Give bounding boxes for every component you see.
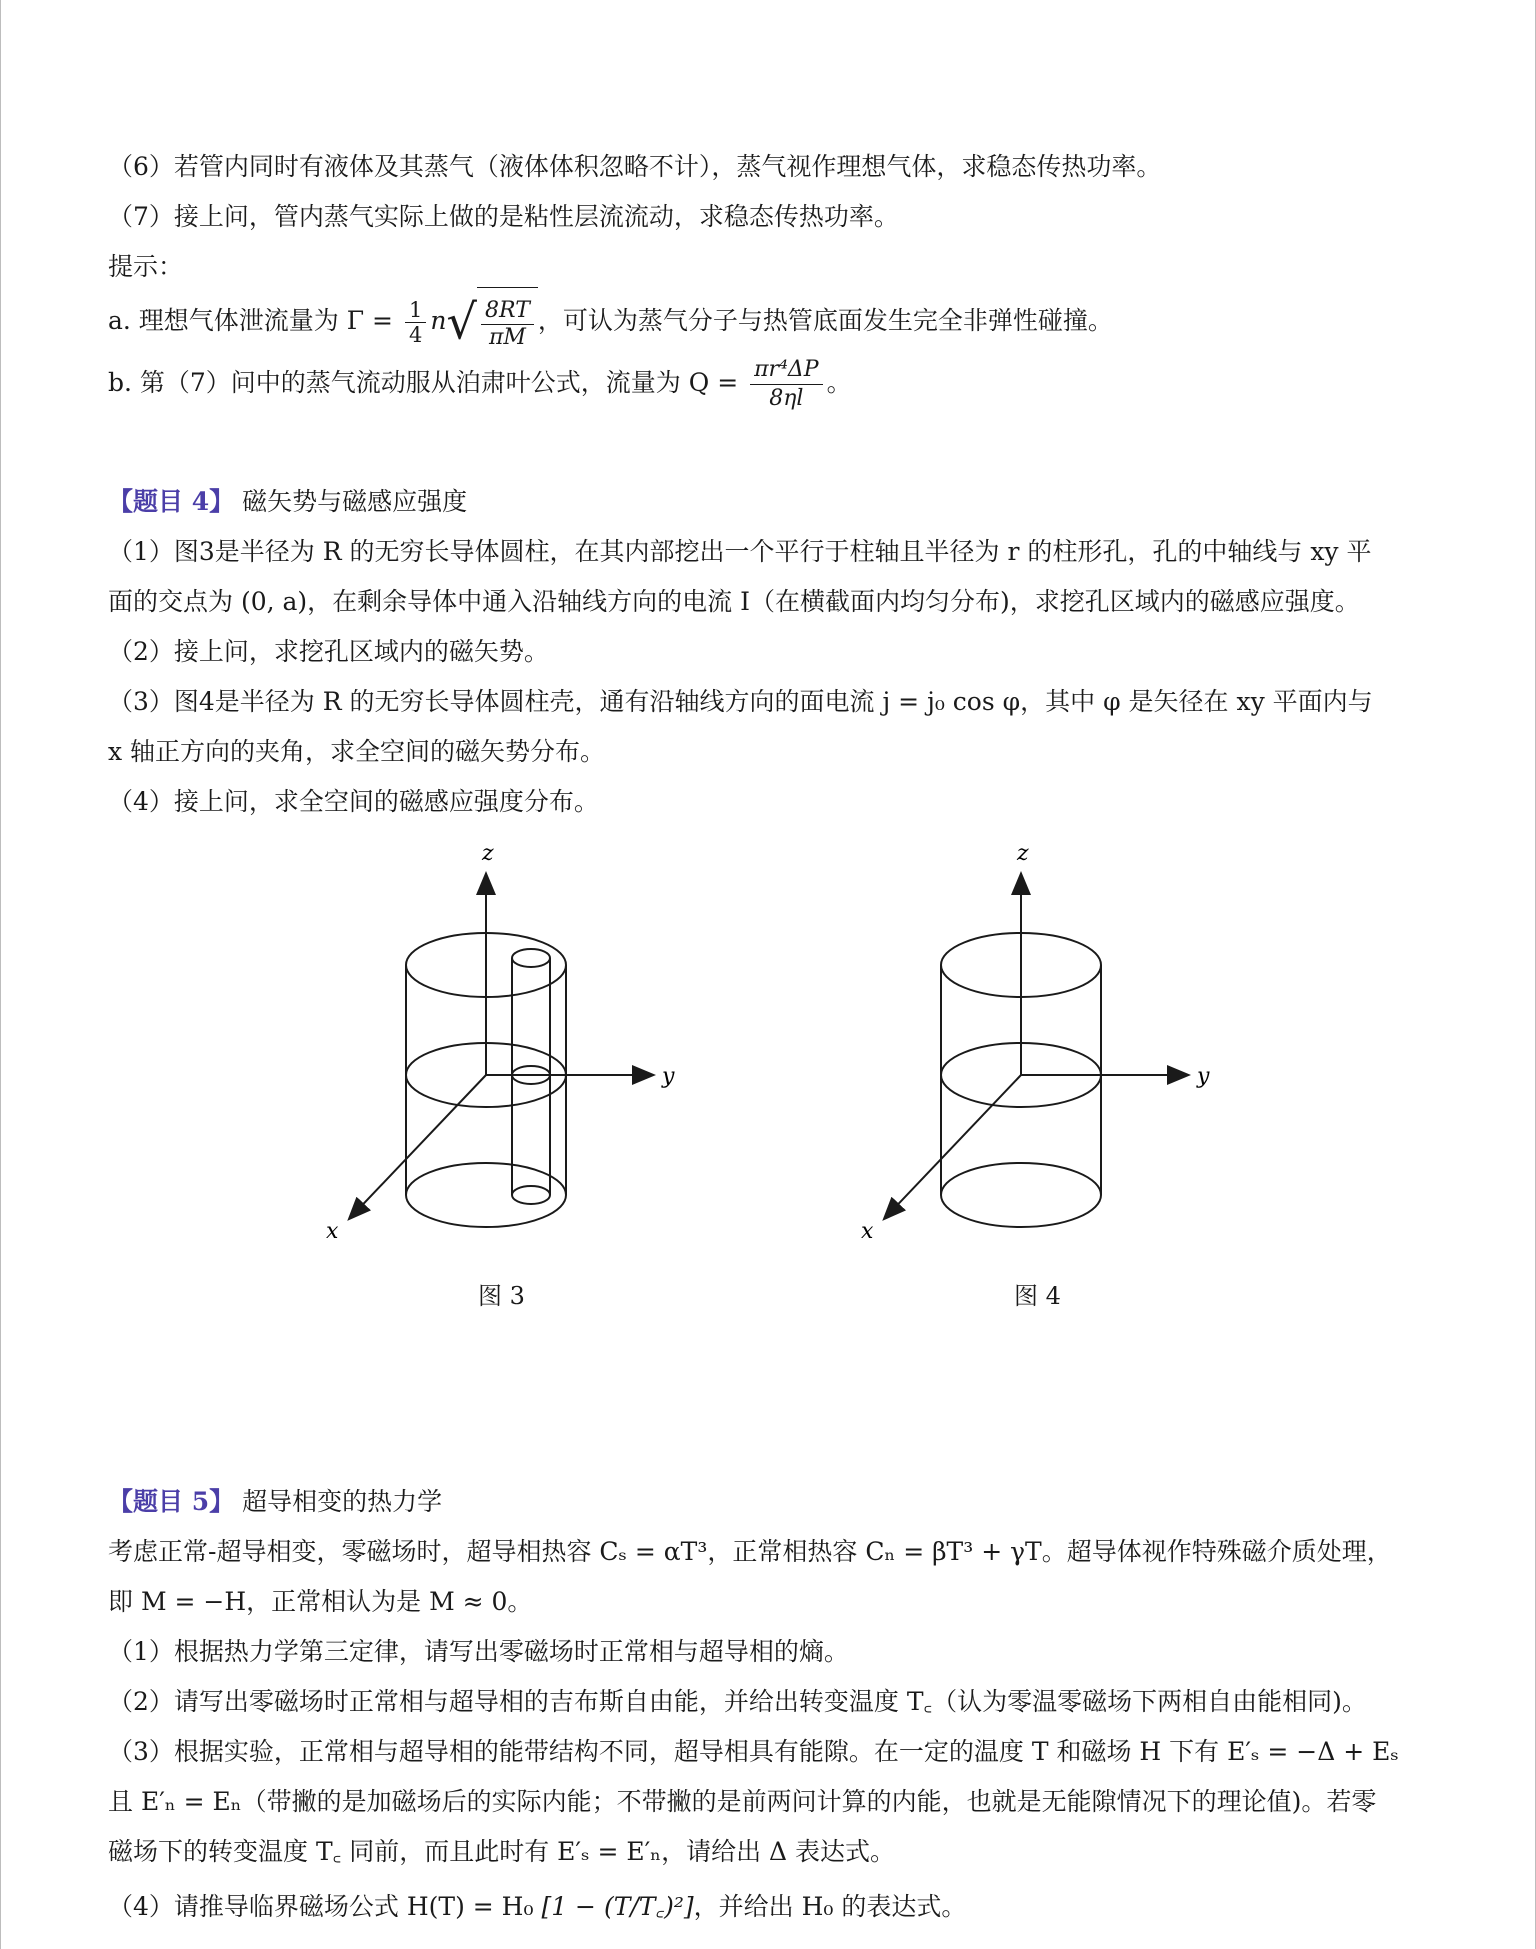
fig4-z-label: z — [1017, 841, 1029, 866]
figure-3 — [300, 830, 720, 1250]
problem5-q4-suffix: ，并给出 H₀ 的表达式。 — [693, 1892, 967, 1921]
poiseuille-fraction — [750, 356, 823, 413]
critical-field-formula: [1 − (T/T꜀)²] — [541, 1892, 694, 1921]
fig4-y-label: y — [1197, 1064, 1210, 1089]
page-border-left — [0, 0, 1, 1949]
problem4-q1-line2: 面的交点为 (0, a)，在剩余导体中通入沿轴线方向的电流 I（在横截面内均匀分布)，求挖孔区域内的磁感应强度。 — [108, 587, 1360, 616]
fig4-x-label: x — [861, 1219, 874, 1244]
fig3-y-label: y — [662, 1064, 675, 1089]
problem4-title: 磁矢势与磁感应强度 — [242, 487, 468, 516]
problem4-tag: 【题目 4】 — [108, 487, 235, 516]
problem5-intro-line1: 考虑正常-超导相变，零磁场时，超导相热容 Cₛ = αT³，正常相热容 Cₙ = βT³ + γT。超导体视作特殊磁介质处理， — [108, 1537, 1392, 1566]
coef-fraction — [405, 298, 426, 347]
hint-a-prefix: a. 理想气体泄流量为 Γ = — [108, 306, 401, 335]
sqrt-sign: √ — [446, 294, 478, 351]
x-axis — [885, 1075, 1021, 1218]
fig3-z-label: z — [482, 841, 494, 866]
problem5-q3-line2: 且 E′ₙ = Eₙ（带撇的是加磁场后的实际内能；不带撇的是前两问计算的内能，也就是无能隙情况下的理论值)。若零 — [108, 1787, 1377, 1816]
problem5-q2: （2）请写出零磁场时正常相与超导相的吉布斯自由能，并给出转变温度 T꜀（认为零温零磁场下两相自由能相同)。 — [108, 1687, 1367, 1716]
sqrt-fraction — [481, 298, 534, 351]
problem5-tag: 【题目 5】 — [108, 1487, 235, 1516]
problem4-q3-line2: x 轴正方向的夹角，求全空间的磁矢势分布。 — [108, 737, 606, 766]
p3-q7: （7）接上问，管内蒸气实际上做的是粘性层流流动，求稳态传热功率。 — [108, 202, 899, 231]
problem4-q1-line1: （1）图3是半径为 R 的无穷长导体圆柱，在其内部挖出一个平行于柱轴且半径为 r 的柱形孔，孔的中轴线与 xy 平 — [108, 537, 1372, 566]
sqrt-den: πM — [488, 325, 526, 350]
problem4-q4: （4）接上问，求全空间的磁感应强度分布。 — [108, 787, 599, 816]
problem4-q2: （2）接上问，求挖孔区域内的磁矢势。 — [108, 637, 549, 666]
x-axis — [350, 1075, 486, 1218]
figure-4 — [835, 830, 1255, 1250]
hint-b-prefix: b. 第（7）问中的蒸气流动服从泊肃叶公式，流量为 Q = — [108, 368, 747, 397]
problem4-heading — [108, 485, 467, 519]
sqrt-num: 8RT — [481, 298, 534, 325]
hole-top-ellipse — [512, 949, 550, 967]
problem5-q3-line1: （3）根据实验，正常相与超导相的能带结构不同，超导相具有能隙。在一定的温度 T 和磁场 H 下有 E′ₛ = −Δ + Eₛ — [108, 1737, 1399, 1766]
figure-3-caption: 图 3 — [478, 1282, 525, 1310]
hole-bottom-ellipse — [512, 1186, 550, 1204]
fig3-x-label: x — [326, 1219, 339, 1244]
problem5-q4-prefix: （4）请推导临界磁场公式 H(T) = H₀ — [108, 1892, 542, 1921]
p3-q6: （6）若管内同时有液体及其蒸气（液体体积忽略不计），蒸气视作理想气体，求稳态传热功率。 — [108, 152, 1162, 181]
coef-den: 4 — [408, 323, 423, 347]
symbol-n: n — [430, 306, 447, 335]
problem5-intro-line2: 即 M = −H，正常相认为是 M ≈ 0。 — [108, 1587, 533, 1616]
poiseuille-den: 8ηl — [769, 386, 804, 411]
problem5-q3-line3: 磁场下的转变温度 T꜀ 同前，而且此时有 E′ₛ = E′ₙ，请给出 Δ 表达式。 — [108, 1837, 896, 1866]
problem5-heading — [108, 1485, 442, 1519]
figure-4-caption: 图 4 — [1014, 1282, 1061, 1310]
problem5-q4 — [108, 1882, 966, 1932]
problem4-q3-line1: （3）图4是半径为 R 的无穷长导体圆柱壳，通有沿轴线方向的面电流 j = j₀ cos φ，其中 φ 是矢径在 xy 平面内与 — [108, 687, 1373, 716]
shell-bottom-ellipse — [941, 1163, 1101, 1227]
problem5-q1: （1）根据热力学第三定律，请写出零磁场时正常相与超导相的熵。 — [108, 1637, 849, 1666]
problem5-title: 超导相变的热力学 — [242, 1487, 443, 1516]
hint-b — [108, 348, 852, 418]
poiseuille-num: πr⁴ΔP — [750, 356, 823, 385]
hint-b-suffix: 。 — [826, 368, 852, 397]
hint-a-suffix: ，可认为蒸气分子与热管底面发生完全非弹性碰撞。 — [537, 306, 1113, 335]
cylinder-bottom-ellipse — [406, 1163, 566, 1227]
hint-label: 提示： — [108, 252, 184, 281]
coef-num: 1 — [405, 298, 426, 323]
